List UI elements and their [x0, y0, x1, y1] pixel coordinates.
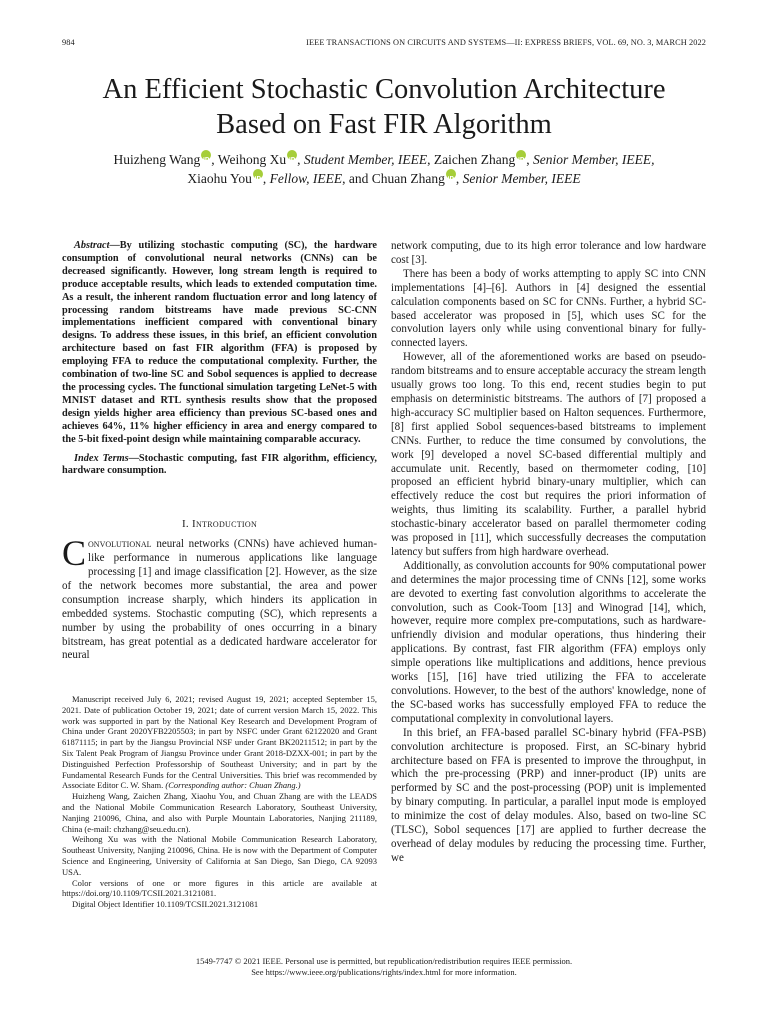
orcid-icon[interactable] — [253, 169, 263, 179]
index-terms-label: Index Terms — [74, 452, 129, 464]
running-header — [62, 38, 706, 52]
intro-text: neural networks (CNNs) have achieved human-like performance in numerous applications like language processing [1] and image classification [2]. However, as the size of the network becomes more substantial, the area and power consumption increase sharply, which hinders its application in embedded systems. Stochastic computing (SC), which represents a number by using the probability of ones occurring in a binary bitstream, has great potential as a dedicated hardware accelerator for neural — [62, 538, 377, 662]
copyright-line-2: See https://www.ieee.org/publications/rights/index.html for more information. — [251, 967, 517, 977]
section-title: Introduction — [192, 518, 258, 531]
intro-paragraph — [62, 533, 377, 663]
lead-word: onvolutional — [88, 538, 152, 551]
author-role: Senior Member, IEEE, — [533, 152, 655, 167]
footnote-affiliation-2: Weihong Xu was with the National Mobile Communication Research Laboratory, Southeast University, Nanjing 210096, China. He is now with the Department of Computer Science and Engineering, University of California at San Diego, San Diego, CA 92093 USA. — [62, 834, 377, 877]
copyright-notice — [40, 956, 728, 978]
orcid-icon[interactable] — [516, 150, 526, 160]
corresponding-author: (Corresponding author: Chuan Zhang.) — [165, 780, 301, 791]
index-terms-text: —Stochastic computing, fast FIR algorithm, efficiency, hardware consumption. — [62, 452, 377, 477]
author-name: Weihong Xu — [217, 152, 287, 167]
author-name: Xiaohu You — [187, 171, 252, 186]
orcid-icon[interactable] — [287, 150, 297, 160]
copyright-line-1: 1549-7747 © 2021 IEEE. Personal use is permitted, but republication/redistribution requires IEEE permission. — [195, 956, 573, 966]
abstract — [62, 240, 377, 447]
right-column — [391, 240, 706, 866]
paragraph: network computing, due to its high error tolerance and low hardware cost [3]. — [391, 240, 706, 266]
paragraph: There has been a body of works attempting to apply SC into CNN implementations [4]–[6]. Authors in [4] designed the essential calculation components based on SC for CNNs. Further, a hybrid SC-based accelerator was proposed in [5], which uses SC for the convolution layers only while using conventional binary for fully-connected layers. — [391, 267, 706, 350]
author-list — [40, 150, 728, 188]
journal-name: IEEE TRANSACTIONS ON CIRCUITS AND SYSTEMS—II: EXPRESS BRIEFS, VOL. 69, NO. 3, MARCH 2022 — [306, 38, 706, 47]
index-terms — [62, 453, 377, 479]
paragraph: However, all of the aforementioned works are based on pseudo-random bitstreams and to ensure acceptable accuracy the stream length usually grows too long. To this end, recent studies begin to put emphasis on deterministic bitstreams. The authors of [7] proposed a high-accuracy SC multiplier based on Halton sequences. Furthermore, [8] first applied Sobol sequences-based bitstreams to implement CNNs. Further, to reduce the time consumed by convolutions, the work [9] developed a novel SC-based differential multiply and accumulate unit. Recently, based on thermometer coding, [10] proposed an efficient hybrid binary-unary multiplier, which can effectively reduce the cost but requires the priori information of weights, thus limiting its scalability. Further, a parallel hybrid stochastic-binary accelerator based on parallel thermometer coding was proposed in [11], which successfully decreases the computation latency but suffers from high hardware overhead. — [391, 351, 706, 558]
footnote-doi: Digital Object Identifier 10.1109/TCSII.2021.3121081 — [72, 899, 259, 910]
left-column — [62, 240, 377, 663]
author-role: Student Member, IEEE — [303, 152, 428, 167]
paragraph: Additionally, as convolution accounts for 90% computational power and determines the major processing time of CNNs [12], some works are devoted to exerting fast convolution algorithms to accelerate the convolution, such as Cook-Toom [13] and Winograd [14], which, however, require more complex pre-computations, such as hardware-unfriendly division and modular operations, thus hindering their applications. By contrast, fast FIR algorithm (FFA) employs only simple operations like multiplications and additions, hence previous works [15], [16] have tried utilizing the FFA to accelerate convolutions. However, to the best of the authors' knowledge, none of the SC-based works has successfully employed FFA to reduce the computational complexity in convolutional layers. — [391, 559, 706, 725]
title-line-2: Based on Fast FIR Algorithm — [216, 109, 552, 140]
drop-cap: C — [62, 533, 87, 574]
author-line-2: Xiaohu YouiD , Fellow, IEEE, and Chuan ZhangiD , Senior Member, IEEE — [40, 169, 728, 188]
author-name: Zaichen Zhang — [433, 152, 516, 167]
page-number: 984 — [62, 38, 75, 47]
section-number: I. — [181, 518, 189, 531]
author-role: Fellow, IEEE — [269, 171, 343, 186]
footnote-affiliation-1: Huizheng Wang, Zaichen Zhang, Xiaohu You, and Chuan Zhang are with the LEADS and the National Mobile Communication Research Laboratory, Southeast University, Nanjing 210096, China, and also with Purple Mountain Laboratories, Nanjing 211189, China (e-mail: chzhang@seu.edu.cn). — [62, 791, 377, 834]
orcid-icon[interactable] — [201, 150, 211, 160]
author-role: Senior Member, IEEE — [462, 171, 581, 186]
section-heading — [62, 518, 377, 532]
title-line-1: An Efficient Stochastic Convolution Architecture — [102, 74, 666, 105]
paper-title — [40, 72, 728, 142]
author-name: Chuan Zhang — [371, 171, 445, 186]
abstract-label: Abstract — [74, 240, 110, 251]
paragraph: In this brief, an FFA-based parallel SC-binary hybrid (FFA-PSB) convolution architecture is proposed. First, an SC-binary hybrid architecture based on FFA is presented to improve the throughput, in which the pre-processing (PRP) and inner-product (IP) units are performed by SC and the post-processing (POP) unit is implemented by binary computing. In particular, a parallel input mode is employed to minimize the cost of delay modules. Also, based on two-line SC (TLSC), Sobol sequences [17] are applied to further decrease the overhead of delay modules by reducing the processing time. Further, we — [391, 726, 706, 864]
author-name: Huizheng Wang — [113, 152, 201, 167]
footnote-funding: Manuscript received July 6, 2021; revised August 19, 2021; accepted September 15, 2021. Date of publication October 19, 2021; date of current version March 15, 2022. This work was supported in part by the National Key Research and Development Program of China under Grant 2020YFB2205503; in part by NSFC under Grant 62122020 and Grant 61871115; in part by the Jiangsu Provincial NSF under Grant BK20211512; in part by the Six Talent Peak Program of Jiangsu Province under Grant 2018-DZXX-001; in part by the Distinguished Perfection Professorship of Southeast University; and in part by the Fundamental Research Funds for the Central Universities. This brief was recommended by Associate Editor C. W. Sham. (Corresponding author: Chuan Zhang.) — [62, 694, 377, 791]
footnote-color-note: Color versions of one or more figures in this article are available at https://doi.org/10.1109/TCSII.2021.3121081. — [62, 877, 377, 899]
conjunction: and — [348, 171, 369, 186]
abstract-text: —By utilizing stochastic computing (SC), the hardware consumption of convolutional neural networks (CNNs) can be decreased significantly. However, long stream length is required to produce acceptable results, which leads to extended computation time. As a result, the inherent random fluctuation error and long latency of processing random bitstreams have made previous SC-CNN implementations inefficient compared with conventional binary designs. To address these issues, in this brief, an efficient convolution architecture based on fast FIR algorithm (FFA) is proposed by employing FFA to reduce the computational complexity. Further, the combination of two-line SC and Sobol sequences is applied to decrease the processing cycles. The functional simulation targeting LeNet-5 with MNIST dataset and RTL synthesis results show that the proposed design yields higher area efficiency than previous SC-based ones and achieves 64%, 11% higher efficiency in area and energy compared to the 5-bit fixed-point design while maintaining comparable accuracy. — [62, 240, 377, 445]
author-line-1: Huizheng WangiD , Weihong XuiD , Student Member, IEEE, Zaichen ZhangiD , Senior Member, IEEE, — [40, 150, 728, 169]
footnote — [62, 694, 377, 910]
orcid-icon[interactable] — [446, 169, 456, 179]
